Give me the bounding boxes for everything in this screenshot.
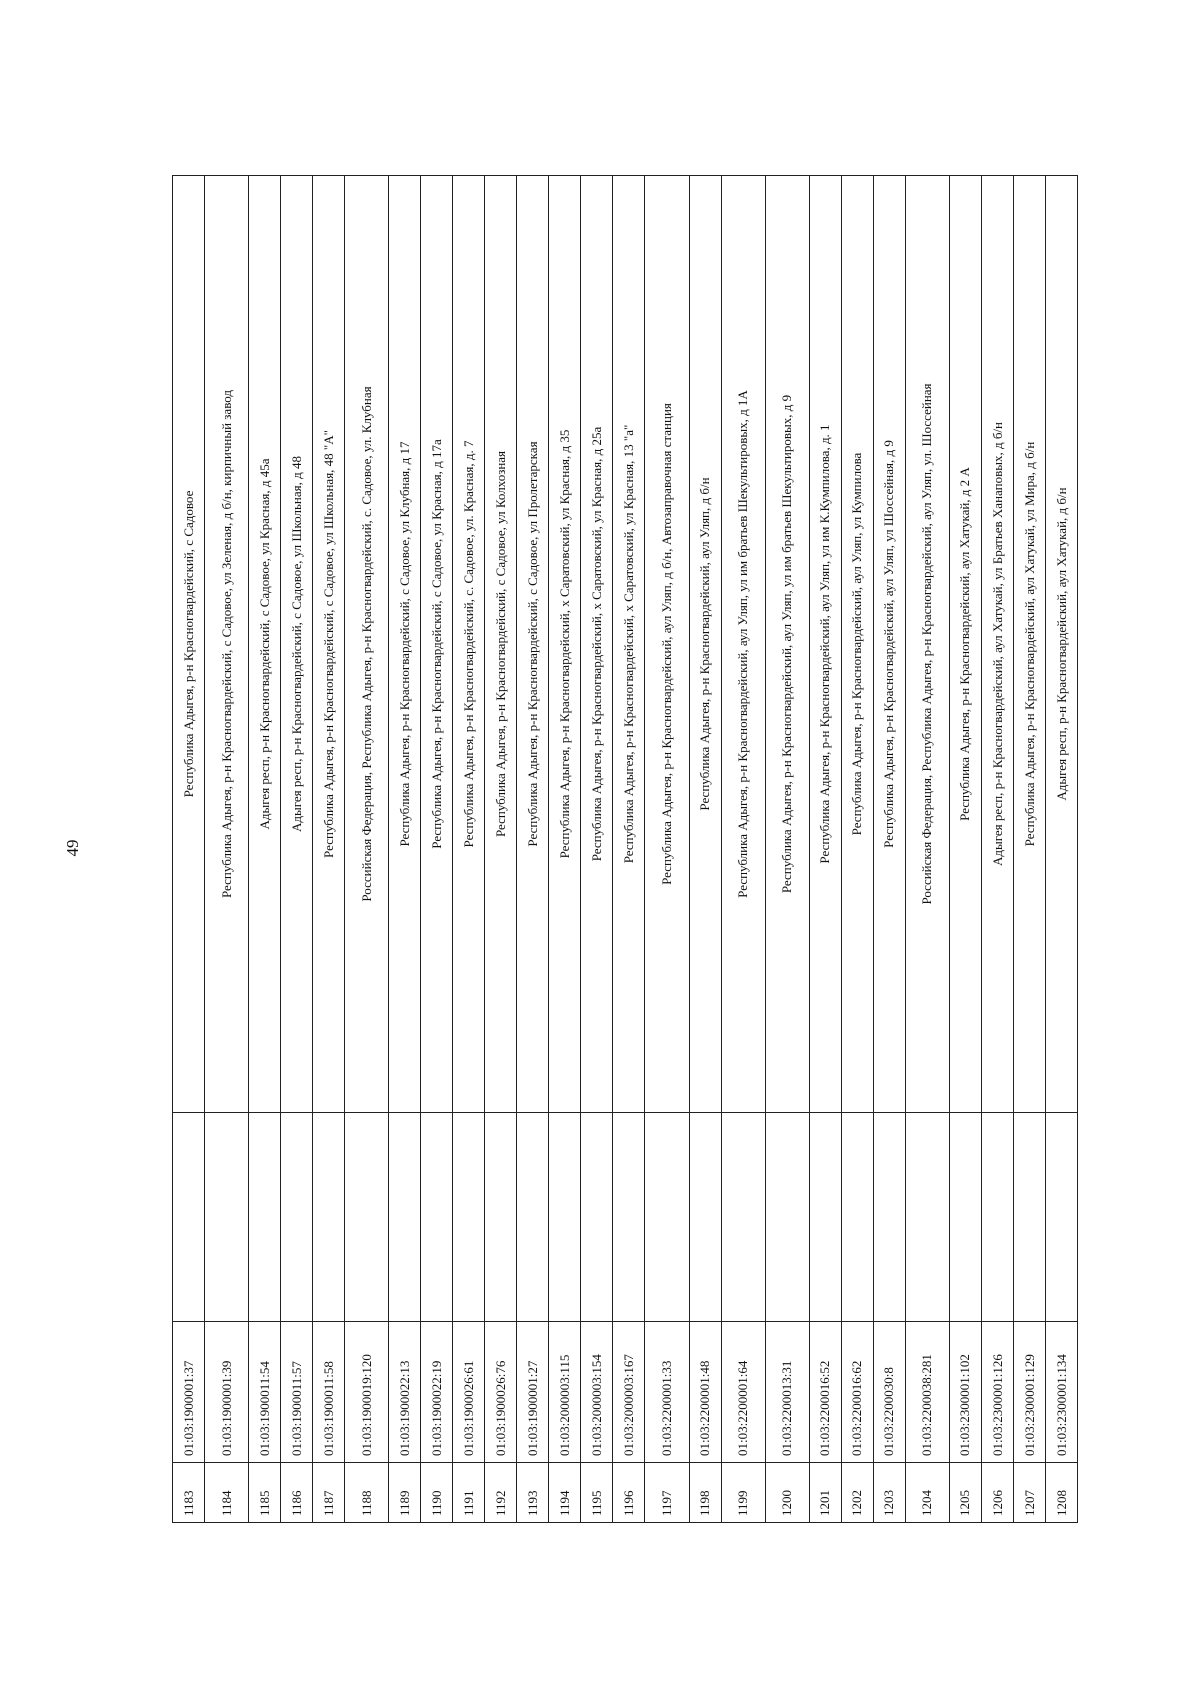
row-number-cell: 1203 bbox=[873, 1463, 905, 1523]
cadastral-number-cell: 01:03:2200001:48 bbox=[689, 1322, 721, 1463]
cadastral-number-cell: 01:03:1900022:19 bbox=[421, 1322, 453, 1463]
empty-cell bbox=[549, 1113, 581, 1322]
table-row bbox=[613, 176, 645, 1523]
empty-cell bbox=[581, 1113, 613, 1322]
address-cell: Адыгея респ, р-н Красногвардейский, аул Хатукай, д б/н bbox=[1045, 176, 1077, 1113]
empty-cell bbox=[421, 1113, 453, 1322]
registry-table-rotated bbox=[172, 176, 1078, 1523]
table-row bbox=[313, 176, 345, 1523]
cadastral-number-cell: 01:03:2200001:33 bbox=[645, 1322, 689, 1463]
empty-cell bbox=[613, 1113, 645, 1322]
table-row bbox=[905, 176, 949, 1523]
row-number-cell: 1187 bbox=[313, 1463, 345, 1523]
address-cell: Республика Адыгея, р-н Красногвардейский, х Саратовский, ул Красная, 13 "а" bbox=[613, 176, 645, 1113]
empty-cell bbox=[453, 1113, 485, 1322]
address-cell: Республика Адыгея, р-н Красногвардейский, х Саратовский, ул Красная, д 25а bbox=[581, 176, 613, 1113]
cadastral-number-cell: 01:03:2300001:102 bbox=[949, 1322, 981, 1463]
row-number-cell: 1186 bbox=[281, 1463, 313, 1523]
address-cell: Республика Адыгея, р-н Красногвардейский, с Садовое, ул Зеленая, д б/н, кирпичный завод bbox=[205, 176, 249, 1113]
row-number-cell: 1189 bbox=[389, 1463, 421, 1523]
table-row bbox=[421, 176, 453, 1523]
empty-cell bbox=[1045, 1113, 1077, 1322]
cadastral-number-cell: 01:03:2300001:126 bbox=[981, 1322, 1013, 1463]
table-row bbox=[1045, 176, 1077, 1523]
cadastral-number-cell: 01:03:2200030:8 bbox=[873, 1322, 905, 1463]
address-cell: Республика Адыгея, р-н Красногвардейский, с Садовое, ул Пролетарская bbox=[517, 176, 549, 1113]
row-number-cell: 1195 bbox=[581, 1463, 613, 1523]
row-number-cell: 1199 bbox=[721, 1463, 765, 1523]
table-row bbox=[765, 176, 809, 1523]
table-row bbox=[581, 176, 613, 1523]
table-row bbox=[517, 176, 549, 1523]
table-row bbox=[949, 176, 981, 1523]
table-row bbox=[205, 176, 249, 1523]
registry-table-body bbox=[173, 176, 1078, 1523]
row-number-cell: 1198 bbox=[689, 1463, 721, 1523]
cadastral-number-cell: 01:03:1900001:37 bbox=[173, 1322, 205, 1463]
cadastral-number-cell: 01:03:1900026:61 bbox=[453, 1322, 485, 1463]
cadastral-number-cell: 01:03:2300001:129 bbox=[1013, 1322, 1045, 1463]
table-row bbox=[689, 176, 721, 1523]
row-number-cell: 1184 bbox=[205, 1463, 249, 1523]
table-row bbox=[345, 176, 389, 1523]
row-number-cell: 1191 bbox=[453, 1463, 485, 1523]
cadastral-number-cell: 01:03:2000003:167 bbox=[613, 1322, 645, 1463]
empty-cell bbox=[389, 1113, 421, 1322]
cadastral-number-cell: 01:03:1900011:58 bbox=[313, 1322, 345, 1463]
table-row bbox=[173, 176, 205, 1523]
empty-cell bbox=[345, 1113, 389, 1322]
address-cell: Республика Адыгея, р-н Красногвардейский, аул Уляп, д б/н, Автозаправочная станция bbox=[645, 176, 689, 1113]
address-cell: Республика Адыгея, р-н Красногвардейский, с Садовое bbox=[173, 176, 205, 1113]
cadastral-number-cell: 01:03:2200016:62 bbox=[841, 1322, 873, 1463]
address-cell: Республика Адыгея, р-н Красногвардейский, с Садовое, ул Школьная, 48 "А" bbox=[313, 176, 345, 1113]
row-number-cell: 1208 bbox=[1045, 1463, 1077, 1523]
table-row bbox=[281, 176, 313, 1523]
empty-cell bbox=[873, 1113, 905, 1322]
row-number-cell: 1205 bbox=[949, 1463, 981, 1523]
address-cell: Республика Адыгея, р-н Красногвардейский, аул Хатукай, ул Мира, д б/н bbox=[1013, 176, 1045, 1113]
table-row bbox=[981, 176, 1013, 1523]
table-row bbox=[485, 176, 517, 1523]
row-number-cell: 1190 bbox=[421, 1463, 453, 1523]
empty-cell bbox=[841, 1113, 873, 1322]
cadastral-number-cell: 01:03:2300001:134 bbox=[1045, 1322, 1077, 1463]
table-row bbox=[453, 176, 485, 1523]
table-row bbox=[721, 176, 765, 1523]
address-cell: Республика Адыгея, р-н Красногвардейский, с Садовое, ул Колхозная bbox=[485, 176, 517, 1113]
address-cell: Адыгея респ, р-н Красногвардейский, аул Хатукай, ул Братьев Ханаповых, д б/н bbox=[981, 176, 1013, 1113]
table-row bbox=[809, 176, 841, 1523]
empty-cell bbox=[645, 1113, 689, 1322]
cadastral-number-cell: 01:03:1900022:13 bbox=[389, 1322, 421, 1463]
address-cell: Республика Адыгея, р-н Красногвардейский, аул Уляп, ул им К.Кумпилова, д. 1 bbox=[809, 176, 841, 1113]
address-cell: Республика Адыгея, р-н Красногвардейский, аул Уляп, д б/н bbox=[689, 176, 721, 1113]
cadastral-number-cell: 01:03:2000003:115 bbox=[549, 1322, 581, 1463]
table-row bbox=[645, 176, 689, 1523]
address-cell: Республика Адыгея, р-н Красногвардейский, х Саратовский, ул Красная, д 35 bbox=[549, 176, 581, 1113]
row-number-cell: 1183 bbox=[173, 1463, 205, 1523]
cadastral-number-cell: 01:03:2200016:52 bbox=[809, 1322, 841, 1463]
cadastral-number-cell: 01:03:2000003:154 bbox=[581, 1322, 613, 1463]
row-number-cell: 1206 bbox=[981, 1463, 1013, 1523]
cadastral-number-cell: 01:03:1900001:27 bbox=[517, 1322, 549, 1463]
row-number-cell: 1193 bbox=[517, 1463, 549, 1523]
address-cell: Адыгея респ, р-н Красногвардейский, с Садовое, ул Школьная, д 48 bbox=[281, 176, 313, 1113]
row-number-cell: 1204 bbox=[905, 1463, 949, 1523]
address-cell: Республика Адыгея, р-н Красногвардейский, с Садовое, ул Красная, д 17а bbox=[421, 176, 453, 1113]
cadastral-number-cell: 01:03:2200038:281 bbox=[905, 1322, 949, 1463]
empty-cell bbox=[281, 1113, 313, 1322]
table-row bbox=[841, 176, 873, 1523]
empty-cell bbox=[905, 1113, 949, 1322]
address-cell: Российская Федерация, Республика Адыгея, р-н Красногвардейский, с. Садовое, ул. Клубная bbox=[345, 176, 389, 1113]
empty-cell bbox=[485, 1113, 517, 1322]
registry-table bbox=[172, 175, 1078, 1523]
row-number-cell: 1201 bbox=[809, 1463, 841, 1523]
row-number-cell: 1207 bbox=[1013, 1463, 1045, 1523]
cadastral-number-cell: 01:03:1900011:54 bbox=[249, 1322, 281, 1463]
address-cell: Адыгея респ, р-н Красногвардейский, с Садовое, ул Красная, д 45а bbox=[249, 176, 281, 1113]
empty-cell bbox=[173, 1113, 205, 1322]
cadastral-number-cell: 01:03:2200013:31 bbox=[765, 1322, 809, 1463]
address-cell: Российская Федерация, Республика Адыгея, р-н Красногвардейский, аул Уляп, ул. Шоссейная bbox=[905, 176, 949, 1113]
row-number-cell: 1197 bbox=[645, 1463, 689, 1523]
page-number: 49 bbox=[63, 839, 82, 857]
row-number-cell: 1192 bbox=[485, 1463, 517, 1523]
cadastral-number-cell: 01:03:1900026:76 bbox=[485, 1322, 517, 1463]
row-number-cell: 1188 bbox=[345, 1463, 389, 1523]
empty-cell bbox=[313, 1113, 345, 1322]
empty-cell bbox=[249, 1113, 281, 1322]
table-row bbox=[249, 176, 281, 1523]
cadastral-number-cell: 01:03:2200001:64 bbox=[721, 1322, 765, 1463]
row-number-cell: 1196 bbox=[613, 1463, 645, 1523]
cadastral-number-cell: 01:03:1900011:57 bbox=[281, 1322, 313, 1463]
empty-cell bbox=[205, 1113, 249, 1322]
row-number-cell: 1194 bbox=[549, 1463, 581, 1523]
row-number-cell: 1185 bbox=[249, 1463, 281, 1523]
table-row bbox=[873, 176, 905, 1523]
empty-cell bbox=[949, 1113, 981, 1322]
address-cell: Республика Адыгея, р-н Красногвардейский, аул Уляп, ул им братьев Шекультировых, д 1А bbox=[721, 176, 765, 1113]
empty-cell bbox=[517, 1113, 549, 1322]
row-number-cell: 1202 bbox=[841, 1463, 873, 1523]
empty-cell bbox=[809, 1113, 841, 1322]
address-cell: Республика Адыгея, р-н Красногвардейский, аул Уляп, ул им братьев Шекультировых, д 9 bbox=[765, 176, 809, 1113]
address-cell: Республика Адыгея, р-н Красногвардейский, с. Садовое, ул. Красная, д. 7 bbox=[453, 176, 485, 1113]
cadastral-number-cell: 01:03:1900001:39 bbox=[205, 1322, 249, 1463]
empty-cell bbox=[765, 1113, 809, 1322]
address-cell: Республика Адыгея, р-н Красногвардейский, аул Уляп, ул Кумпилова bbox=[841, 176, 873, 1113]
address-cell: Республика Адыгея, р-н Красногвардейский, аул Уляп, ул Шоссейная, д 9 bbox=[873, 176, 905, 1113]
address-cell: Республика Адыгея, р-н Красногвардейский, аул Хатукай, д 2 А bbox=[949, 176, 981, 1113]
cadastral-number-cell: 01:03:1900019:120 bbox=[345, 1322, 389, 1463]
empty-cell bbox=[981, 1113, 1013, 1322]
address-cell: Республика Адыгея, р-н Красногвардейский, с Садовое, ул Клубная, д 17 bbox=[389, 176, 421, 1113]
table-row bbox=[389, 176, 421, 1523]
table-row bbox=[549, 176, 581, 1523]
empty-cell bbox=[721, 1113, 765, 1322]
table-row bbox=[1013, 176, 1045, 1523]
empty-cell bbox=[689, 1113, 721, 1322]
row-number-cell: 1200 bbox=[765, 1463, 809, 1523]
empty-cell bbox=[1013, 1113, 1045, 1322]
